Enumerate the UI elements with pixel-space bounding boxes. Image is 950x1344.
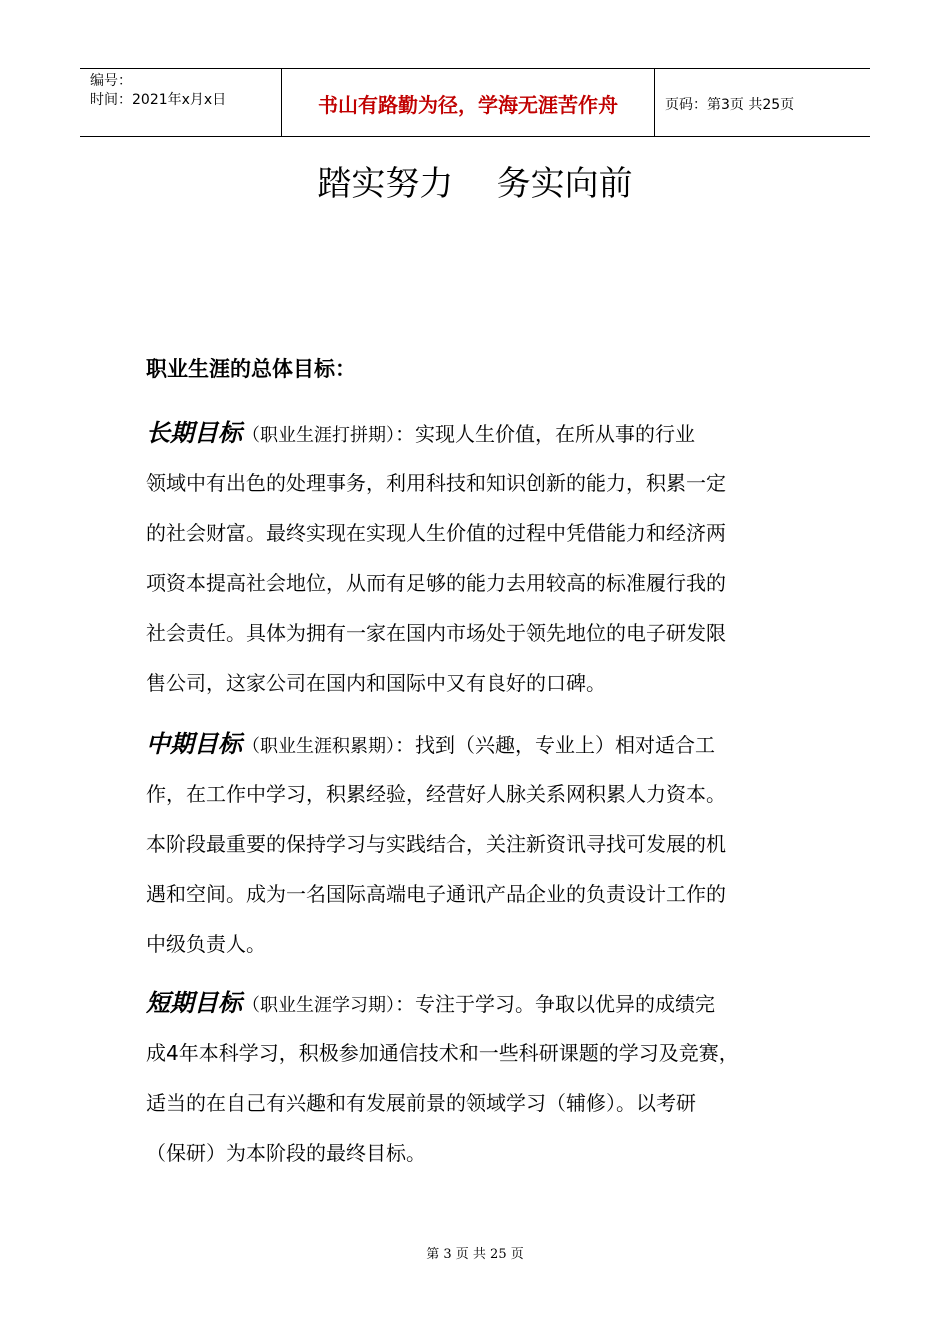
paragraph-line: （保研）为本阶段的最终目标。 xyxy=(146,1141,426,1165)
paragraph-line: 本阶段最重要的保持学习与实践结合，关注新资讯寻找可发展的机 xyxy=(146,832,726,856)
goal-label: 短期目标 xyxy=(146,988,242,1017)
goal-text: ：专注于学习。争取以优异的成绩完 xyxy=(395,992,715,1016)
paragraph-line xyxy=(146,408,826,458)
goal-label: 长期目标 xyxy=(146,418,242,447)
goal-phase: （职业生涯积累期） xyxy=(242,736,395,757)
paragraph-line: 成4年本科学习，积极参加通信技术和一些科研课题的学习及竞赛， xyxy=(146,1041,739,1065)
goal-text: ：实现人生价值，在所从事的行业 xyxy=(395,422,695,446)
goal-phase: （职业生涯学习期） xyxy=(242,995,395,1016)
header-divider-right xyxy=(654,68,655,136)
mid-term-goal-paragraph xyxy=(146,719,826,969)
header-motto: 书山有路勤为径，学海无涯苦作舟 xyxy=(318,93,618,117)
paragraph-line: 项资本提高社会地位，从而有足够的能力去用较高的标准履行我的 xyxy=(146,571,726,595)
header-top-rule xyxy=(80,68,870,69)
paragraph-line: 领域中有出色的处理事务，利用科技和知识创新的能力，积累一定 xyxy=(146,471,726,495)
paragraph-line: 适当的在自己有兴趣和有发展前景的领域学习（辅修）。以考研 xyxy=(146,1091,696,1115)
paragraph-line: 中级负责人。 xyxy=(146,932,266,956)
section-heading: 职业生涯的总体目标： xyxy=(146,357,356,381)
paragraph-line xyxy=(146,978,826,1028)
header-bottom-rule xyxy=(80,136,870,137)
paragraph-line xyxy=(146,719,826,769)
goal-text: ：找到（兴趣，专业上）相对适合工 xyxy=(395,733,715,757)
goal-label: 中期目标 xyxy=(146,729,242,758)
paragraph-line: 社会责任。具体为拥有一家在国内市场处于领先地位的电子研发限 xyxy=(146,621,726,645)
short-term-goal-paragraph xyxy=(146,978,826,1178)
paragraph-line: 遇和空间。成为一名国际高端电子通讯产品企业的负责设计工作的 xyxy=(146,882,726,906)
page-footer: 第 3 页 共 25 页 xyxy=(426,1247,524,1262)
document-number-label: 编号： xyxy=(90,73,132,89)
page-title: 踏实努力 务实向前 xyxy=(317,164,633,204)
document-date: 时间：2021年x月x日 xyxy=(90,92,227,108)
paragraph-line: 的社会财富。最终实现在实现人生价值的过程中凭借能力和经济两 xyxy=(146,521,726,545)
header-page-info: 页码：第3页 共25页 xyxy=(665,97,795,113)
paragraph-line: 作，在工作中学习，积累经验，经营好人脉关系网积累人力资本。 xyxy=(146,782,726,806)
long-term-goal-paragraph xyxy=(146,408,826,708)
goal-phase: （职业生涯打拼期） xyxy=(242,425,395,446)
paragraph-line: 售公司，这家公司在国内和国际中又有良好的口碑。 xyxy=(146,671,606,695)
